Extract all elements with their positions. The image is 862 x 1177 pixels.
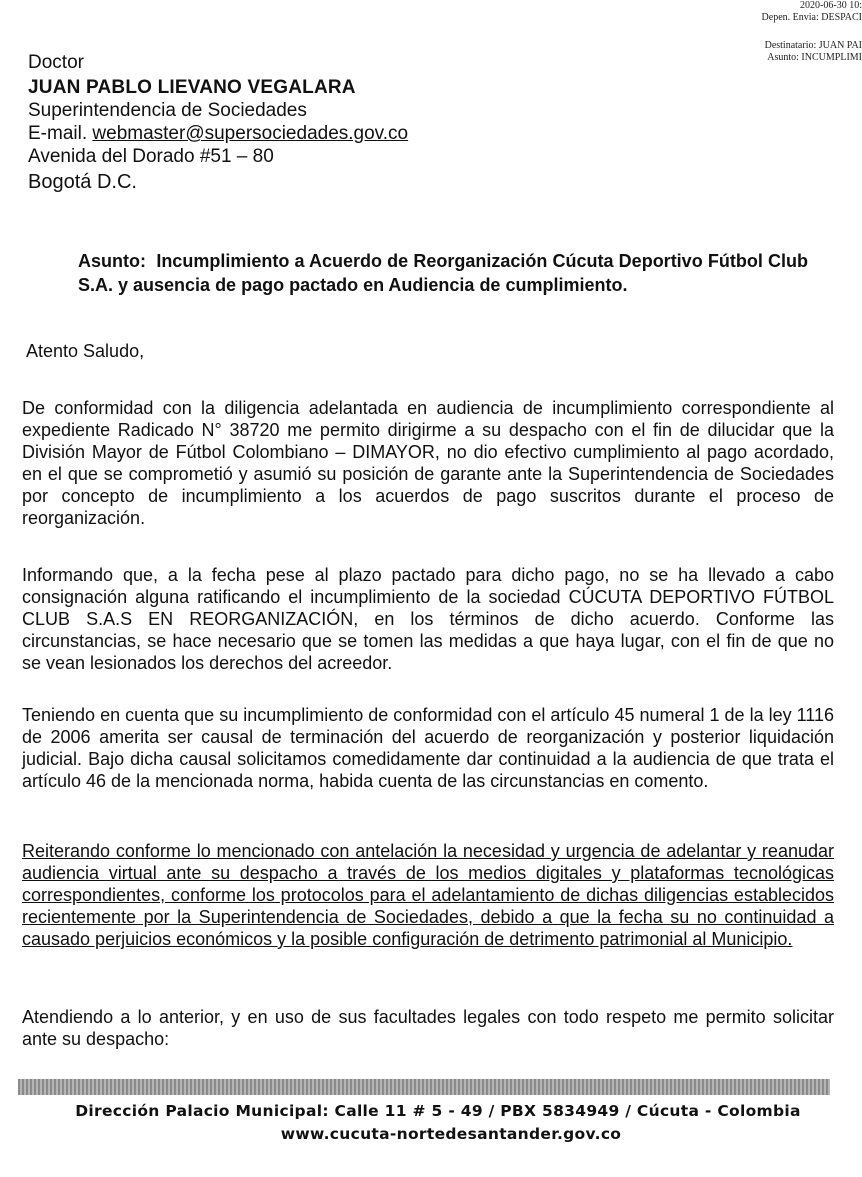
email-label: E-mail. (28, 123, 88, 144)
footer-address (0, 1102, 862, 1120)
stamp-subject: Asunto: INCUMPLIMI (767, 52, 862, 63)
stamp-recipient: Destinatario: JUAN PAI (764, 40, 862, 51)
subject-label: Asunto: (78, 251, 146, 271)
recipient-block (28, 76, 408, 194)
stamp-sender: Depen. Envia: DESPACI (761, 12, 862, 23)
footer-website-link[interactable]: www.cucuta-nortedesantander.gov.co (280, 1125, 622, 1143)
recipient-title: Doctor (28, 52, 84, 73)
subject-text: Incumplimiento a Acuerdo de Reorganización Cúcuta Deportivo Fútbol Club S.A. y ausencia de pago pactado en Audiencia de cumplimiento. (78, 251, 808, 295)
footer-website (0, 1125, 862, 1143)
stamp-date: 2020-06-30 10: (800, 0, 862, 11)
body-paragraph-underlined: Reiterando conforme lo mencionado con antelación la necesidad y urgencia de adelantar y reanudar audiencia virtual ante su despacho a través de los medios digitales y plataformas tecnológicas correspondientes, conforme los protocolos para el adelantamiento de dichas diligencias establecidos recientemente por la Superintendencia de Sociedades, debido a que la fecha su no continuidad a causado perjuicios económicos y la posible configuración de detrimento patrimonial al Municipio. (22, 841, 834, 949)
subject-block (78, 249, 808, 297)
footer-divider-bar (18, 1079, 830, 1095)
radicado-stamp-recipient (765, 40, 862, 64)
email-link[interactable]: webmaster@supersociedades.gov.co (92, 123, 409, 144)
footer-address-text: Dirección Palacio Municipal: Calle 11 # 5 - 49 / PBX 5834949 / Cúcuta - Colombia (75, 1102, 801, 1120)
body-paragraph: De conformidad con la diligencia adelantada en audiencia de incumplimiento correspondiente al expediente Radicado N° 38720 me permito dirigirme a su despacho con el fin de dilucidar que la División Mayor de Fútbol Colombiano – DIMAYOR, no dio efectivo cumplimiento al pago acordado, en el que se comprometió y asumió su posición de garante ante la Superintendencia de Sociedades por concepto de incumplimiento a los acuerdos de pago suscritos durante el proceso de reorganización. (22, 398, 834, 528)
recipient-name: JUAN PABLO LIEVANO VEGALARA (28, 77, 356, 98)
recipient-email-line (28, 122, 408, 145)
greeting: Atento Saludo, (26, 341, 145, 361)
body-paragraph: Atendiendo a lo anterior, y en uso de sus facultades legales con todo respeto me permito solicitar ante su despacho: (22, 1007, 834, 1049)
recipient-city: Bogotá D.C. (28, 171, 137, 193)
body-paragraph: Informando que, a la fecha pese al plazo pactado para dicho pago, no se ha llevado a cabo consignación alguna ratificando el incumplimiento de la sociedad CÚCUTA DEPORTIVO FÚTBOL CLUB S.A.S EN REORGANIZACIÓN, en los términos de dicho acuerdo. Conforme las circunstancias, se hace necesario que se tomen las medidas a que haya lugar, con el fin de que no se vean lesionados los derechos del acreedor. (22, 565, 834, 673)
body-paragraph: Teniendo en cuenta que su incumplimiento de conformidad con el artículo 45 numeral 1 de la ley 1116 de 2006 amerita ser causal de terminación del acuerdo de reorganización y posterior liquidación judicial. Bajo dicha causal solicitamos comedidamente dar continuidad a la audiencia de que trata el artículo 46 de la mencionada norma, habida cuenta de las circunstancias en comento. (22, 705, 834, 791)
recipient-address: Avenida del Dorado #51 – 80 (28, 146, 274, 167)
recipient-organization: Superintendencia de Sociedades (28, 100, 307, 121)
radicado-stamp (762, 0, 862, 24)
